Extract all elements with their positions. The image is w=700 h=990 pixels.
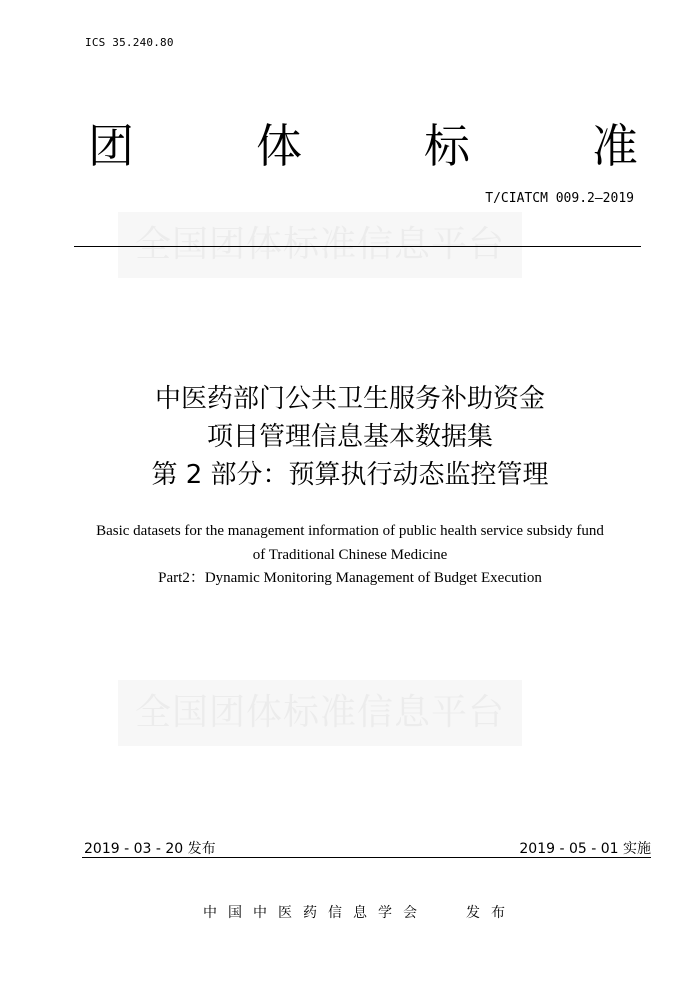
standard-type-char: 准 <box>592 119 638 173</box>
chinese-title-line-3: 第 2 部分：预算执行动态监控管理 <box>151 460 549 490</box>
ics-code: ICS 35.240.80 <box>85 36 174 49</box>
bottom-divider <box>82 857 651 858</box>
chinese-title <box>0 380 700 494</box>
standard-number: T/CIATCM 009.2—2019 <box>485 191 634 206</box>
standard-type-char: 团 <box>88 119 134 173</box>
watermark-bottom: 全国团体标准信息平台 <box>118 680 522 746</box>
standard-type-heading <box>0 116 700 176</box>
english-title-line-2: of Traditional Chinese Medicine <box>252 546 448 563</box>
english-title-line-3: Part2：Dynamic Monitoring Management of Budget Execution <box>158 570 542 586</box>
standard-type-char: 体 <box>256 119 302 173</box>
implementation-date: 2019 - 05 - 01 实施 <box>519 841 651 857</box>
chinese-title-line-1: 中医药部门公共卫生服务补助资金 <box>154 384 545 414</box>
publish-label: 发布 <box>466 905 516 921</box>
standard-type-char: 标 <box>424 119 470 173</box>
release-date: 2019 - 03 - 20 发布 <box>84 841 216 857</box>
dates-row <box>84 838 651 858</box>
english-title-line-1: Basic datasets for the management information of public health service subsidy fund <box>96 523 604 539</box>
english-title <box>0 520 700 591</box>
chinese-title-line-2: 项目管理信息基本数据集 <box>206 422 493 452</box>
watermark-top: 全国团体标准信息平台 <box>118 212 522 278</box>
top-divider <box>74 246 641 247</box>
publisher-organization: 中国中医药信息学会 <box>203 905 428 921</box>
